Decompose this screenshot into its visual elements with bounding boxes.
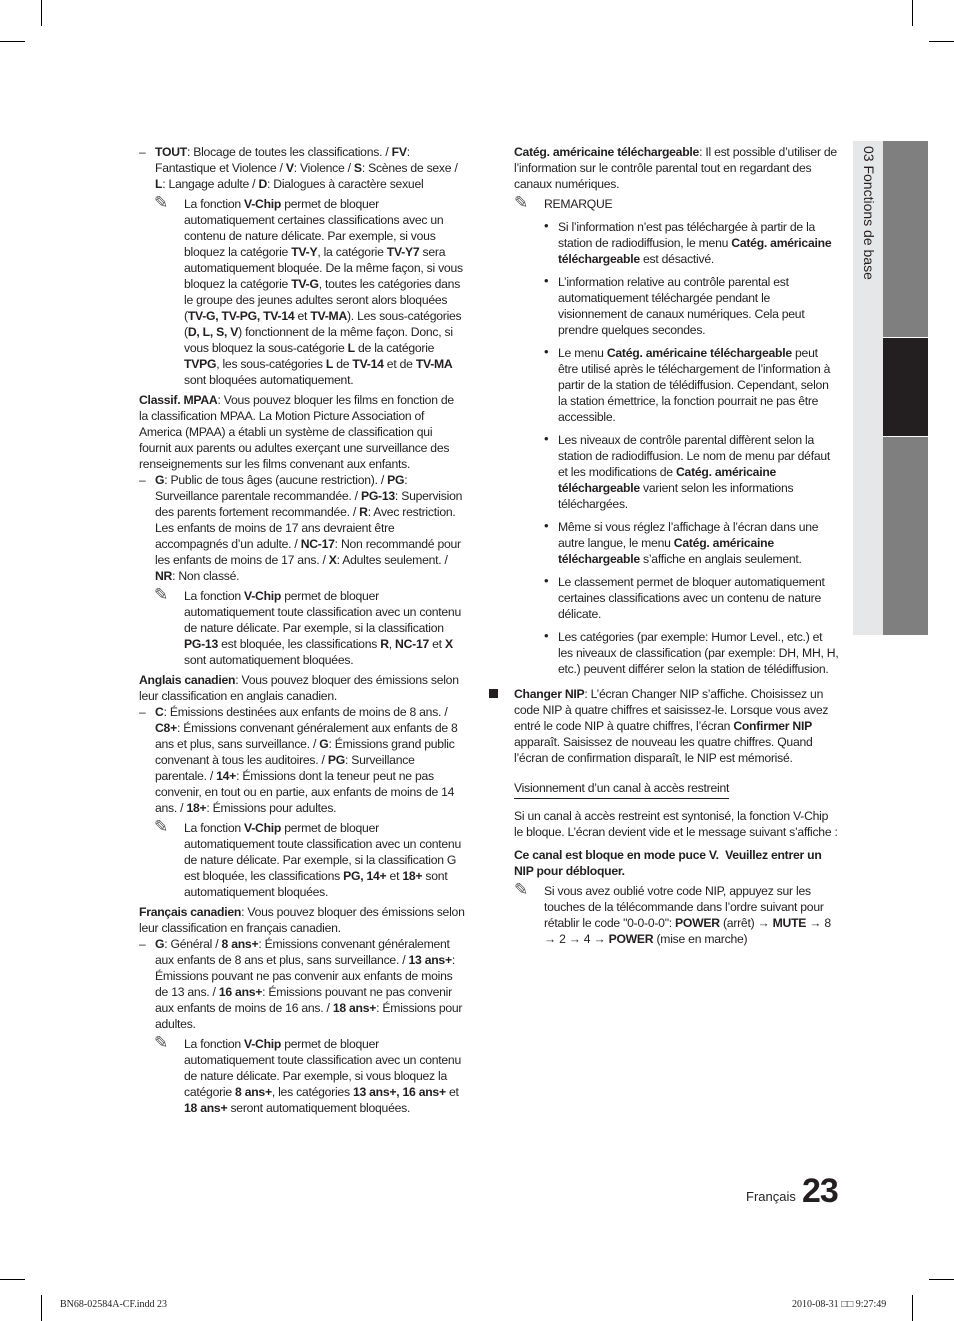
francais-paragraph: Français canadien: Vous pouvez bloquer des émissions selon leur classification en français canadien. <box>139 905 465 935</box>
anglais-ratings: – C: Émissions destinées aux enfants de moins de 8 ans. / C8+: Émissions convenant généralement aux enfants de 8 ans et plus, sans surveillance. / G: Émissions grand public convenant à tous les auditoires. / PG: Surveillance parentale. / 14+: Émissions dont la teneur peut ne pas convenir, en tout ou en partie, aux enfants de moins de 14 ans. / 18+: Émissions pour adultes. <box>139 704 465 816</box>
crop-mark <box>41 1295 42 1321</box>
pencil-note-icon: ✎ <box>154 817 168 836</box>
pencil-note-icon: ✎ <box>154 193 168 212</box>
list-item: • Le menu Catég. américaine téléchargeable peut être utilisé après le téléchargement de l’information à partir de la station de télédiffusion. Cependant, selon la station émettrice, la fonction pourrait ne pas être accessible. <box>544 344 831 424</box>
crop-mark <box>929 41 954 42</box>
square-bullet-icon <box>489 689 498 698</box>
note: ✎ La fonction V-Chip permet de bloquer automatiquement certaines classifications avec un contenu de nature délicate. Par exemple, si vous bloquez la catégorie TV-Y, la catégorie TV-Y7 sera automatiquement bloquée. De la même façon, si vous bloquez la catégorie TV-G, toutes les catégories dans le groupe des jeunes adultes seront alors bloquées (TV-G, TV-PG, TV-14 et TV-MA). Les sous-catégories (D, L, S, V) fonctionnent de la même façon. Donc, si vous bloquez la sous-catégorie L de la catégorie TVPG, les sous-catégories L de TV-14 et de TV-MA sont bloquées automatiquement. <box>154 193 463 387</box>
changer-nip-item: Changer NIP: L’écran Changer NIP s’affiche. Choisissez un code NIP à quatre chiffres et saisissez-le. Lorsque vous avez entré le code NIP à quatre chiffres, l’écran Confirmer NIP apparaît. Saisissez de nouveau les quatre chiffres. Quand l’écran de confirmation disparaît, le NIP est mémorisé. <box>514 686 839 766</box>
crop-mark <box>0 1279 25 1280</box>
mpaa-paragraph: Classif. MPAA: Vous pouvez bloquer les films en fonction de la classification MPAA. La Motion Picture Association of America (MPAA) a établi un système de classification qui fournit aux parents ou adultes exerçant une surveillance des renseignements sur les films convenant aux enfants. <box>139 393 454 471</box>
list-item: • Les catégories (par exemple: Humor Level., etc.) et les niveaux de classification (par exemple: DH, MH, H, etc.) peuvent différer selon la station de télédiffusion. <box>544 628 839 676</box>
crop-mark <box>41 0 42 26</box>
pencil-note-icon: ✎ <box>154 585 168 604</box>
crop-mark <box>912 0 913 26</box>
section-heading: Visionnement d’un canal à accès restreint <box>514 780 729 799</box>
mpaa-ratings: – G: Public de tous âges (aucune restriction). / PG: Surveillance parentale recommandée. / PG-13: Supervision des parents fortement recommandée. / R: Avec restriction. Les enfants de moins de 17 ans devraient être accompagnés d’un adulte. / NC-17: Non recommandé pour les enfants de moins de 17 ans. / X: Adultes seulement. / NR: Non classé. <box>139 472 465 584</box>
list-item: • Les niveaux de contrôle parental diffèrent selon la station de radiodiffusion. Le nom de menu par défaut et les modifications de Catég. américaine téléchargeable varient selon les informations téléchargées. <box>544 431 831 511</box>
chapter-tab-label: 03 Fonctions de base <box>861 146 877 280</box>
chapter-tab <box>883 437 928 635</box>
bullet-icon: • <box>544 518 549 533</box>
right-column <box>514 144 839 947</box>
pencil-note-icon: ✎ <box>514 193 528 212</box>
bullet-icon: • <box>544 431 549 446</box>
bullet-icon: • <box>544 344 549 359</box>
crop-mark <box>0 41 25 42</box>
francais-ratings: – G: Général / 8 ans+: Émissions convenant généralement aux enfants de 8 ans et plus, sans surveillance. / 13 ans+: Émissions pouvant ne pas convenir aux enfants de moins de 13 ans. / 16 ans+: Émissions pouvant ne pas convenir aux enfants de moins de 16 ans. / 18 ans+: Émissions pour adultes. <box>139 936 465 1032</box>
restreint-paragraph: Si un canal à accès restreint est syntonisé, la fonction V-Chip le bloque. L’écran devient vide et le message suivant s’affiche : <box>514 809 838 839</box>
list-item: • L’information relative au contrôle parental est automatiquement téléchargée pendant le visionnement de canaux numériques. Cela peut prendre quelques secondes. <box>544 273 805 337</box>
pencil-note-icon: ✎ <box>154 1033 168 1052</box>
tout-item: – TOUT: Blocage de toutes les classifications. / FV: Fantastique et Violence / V: Violence / S: Scènes de sexe / L: Langage adulte / D: Dialogues à caractère sexuel <box>139 144 465 192</box>
remarque-heading: ✎ REMARQUE <box>514 193 613 212</box>
note: ✎ La fonction V-Chip permet de bloquer automatiquement toute classification avec un contenu de nature délicate. Par exemple, si la classification PG-13 est bloquée, les classifications R, NC-17 et X sont automatiquement bloquées. <box>154 585 461 667</box>
crop-mark <box>929 1279 954 1280</box>
left-column <box>139 144 465 1116</box>
anglais-paragraph: Anglais canadien: Vous pouvez bloquer des émissions selon leur classification en anglais canadien. <box>139 673 459 703</box>
bullet-icon: • <box>544 573 549 588</box>
slug-date: 2010-08-31 □□ 9:27:49 <box>792 1299 887 1310</box>
chapter-tab <box>883 141 928 337</box>
blocked-message: Ce canal est bloque en mode puce V. Veuillez entrer un NIP pour débloquer. <box>514 848 822 878</box>
slug-file: BN68-02584A-CF.indd 23 <box>60 1299 167 1310</box>
pencil-note-icon: ✎ <box>514 880 528 899</box>
page-number: 23 <box>802 1172 838 1210</box>
list-item: • Le classement permet de bloquer automatiquement certaines classifications avec un contenu de nature délicate. <box>544 573 825 621</box>
list-item: • Si l’information n’est pas téléchargée à partir de la station de radiodiffusion, le menu Catég. américaine téléchargeable est désactivé. <box>544 218 832 266</box>
footer-language: Français <box>746 1189 796 1204</box>
crop-mark <box>912 1295 913 1321</box>
list-item: • Même si vous réglez l’affichage à l’écran dans une autre langue, le menu Catég. américaine téléchargeable s’affiche en anglais seulement. <box>544 518 819 566</box>
chapter-tab-active <box>883 338 928 436</box>
bullet-icon: • <box>544 628 549 643</box>
note: ✎ La fonction V-Chip permet de bloquer automatiquement toute classification avec un contenu de nature délicate. Par exemple, si la classification G est bloquée, les classifications PG, 14+ et 18+ sont automatiquement bloquées. <box>154 817 461 899</box>
note: ✎ La fonction V-Chip permet de bloquer automatiquement toute classification avec un contenu de nature délicate. Par exemple, si vous bloquez la catégorie 8 ans+, les catégories 13 ans+, 16 ans+ et 18 ans+ seront automatiquement bloquées. <box>154 1033 461 1115</box>
bullet-icon: • <box>544 218 549 233</box>
note: ✎ Si vous avez oublié votre code NIP, appuyez sur les touches de la télécommande dans l’ordre suivant pour rétablir le code "0-0-0-0": POWER (arrêt) → MUTE → 8 → 2 → 4 → POWER (mise en marche) <box>514 880 831 946</box>
bullet-icon: • <box>544 273 549 288</box>
categ-paragraph: Catég. américaine téléchargeable: Il est possible d’utiliser de l’information sur le contrôle parental tout en regardant des canaux numériques. <box>514 145 837 191</box>
